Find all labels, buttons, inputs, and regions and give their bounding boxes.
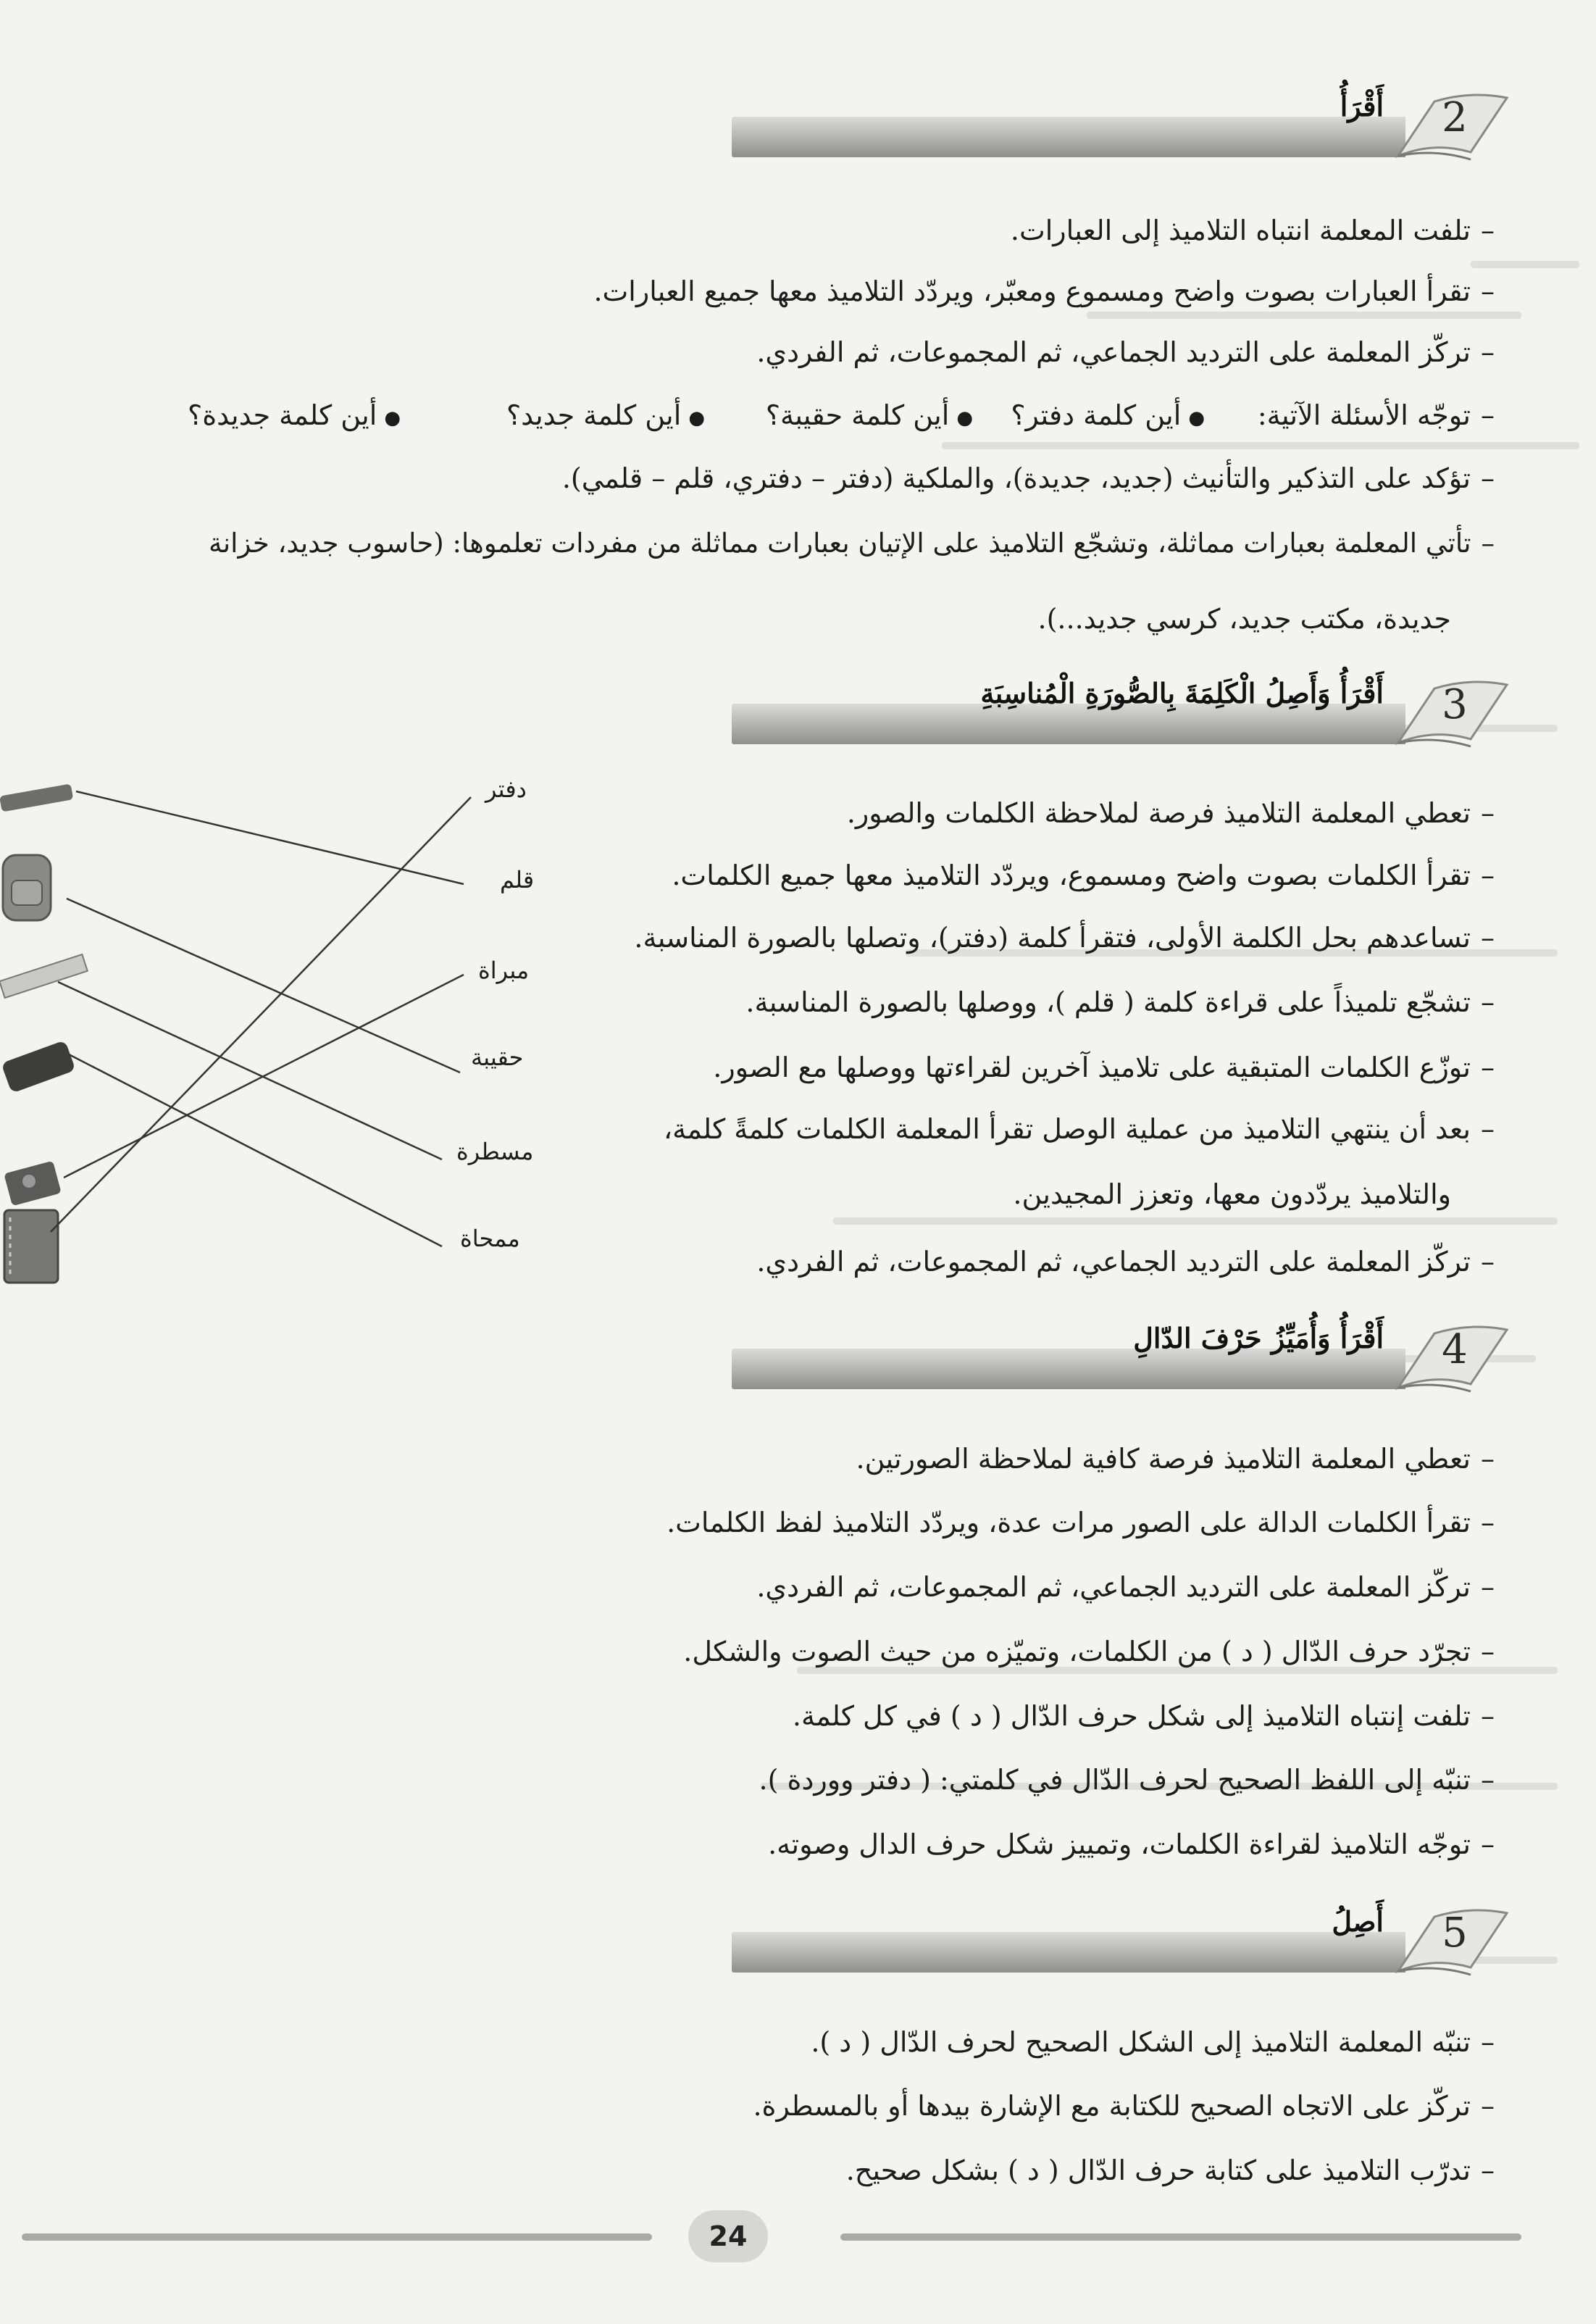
section-title: أَقْرَأُ وَأَصِلُ الْكَلِمَةَ بِالصُّورَةِ الْمُناسِبَةِ [980,677,1384,709]
question-item: ●أين كلمة جديد؟ [506,399,705,431]
notebook-image [4,1210,58,1283]
instruction-line: –تدرّب التلاميذ على كتابة حرف الدّال ( د ) بشكل صحيح. [845,2154,1495,2186]
section-3-header [732,670,1529,750]
section-2-header [732,83,1529,163]
sharpener-image [4,1161,62,1207]
match-word: قلم [500,866,535,894]
instruction-line: –تساعدهم بحل الكلمة الأولى، فتقرأ كلمة (دفتر)، وتصلها بالصورة المناسبة. [634,922,1495,954]
instruction-line: –تشجّع تلميذاً على قراءة كلمة ( قلم )، ووصلها بالصورة المناسبة. [745,986,1495,1018]
instruction-line: –تنبّه إلى اللفظ الصحيح لحرف الدّال في كلمتي: ( دفتر ووردة ). [759,1764,1495,1796]
instruction-line: –تؤكد على التذكير والتأنيث (جديد، جديدة)، والملكية (دفتر – دفتري، قلم – قلمي). [561,462,1495,494]
match-word: ممحاة [460,1225,520,1252]
footer-rule-right [840,2233,1521,2241]
instruction-line: –تقرأ الكلمات بصوت واضح ومسموع، ويردّد التلاميذ معها جميع الكلمات. [672,859,1495,891]
instruction-line: –تقرأ الكلمات الدالة على الصور مرات عدة، ويردّد التلاميذ لفظ الكلمات. [667,1507,1495,1538]
instruction-line: –تعطي المعلمة التلاميذ فرصة كافية لملاحظة الصورتين. [856,1443,1495,1475]
page-number: 24 [688,2210,768,2262]
match-word: مبراة [478,957,530,984]
header-bar [732,1349,1405,1389]
instruction-line-continued: والتلاميذ يردّدون معها، وتعزز المجيدين. [1013,1178,1451,1210]
instruction-line: –تأتي المعلمة بعبارات مماثلة، وتشجّع التلاميذ على الإتيان بعبارات مماثلة من مفردات تعلموها: (حاسوب جديد، خزانة [209,528,1495,559]
instruction-line: –تجرّد حرف الدّال ( د ) من الكلمات، وتميّزه من حيث الصوت والشكل. [683,1636,1495,1667]
instruction-line: –تلفت المعلمة انتباه التلاميذ إلى العبارات. [1010,215,1495,246]
question-item: ●أين كلمة جديدة؟ [188,399,401,431]
section-5-header [732,1899,1529,1978]
instruction-line-continued: جديدة، مكتب جديد، كرسي جديد...). [1037,603,1451,635]
header-bar [732,117,1405,157]
section-number: 3 [1442,681,1468,728]
match-word: حقيبة [471,1044,524,1071]
section-title: أَقْرَأُ [1340,90,1384,122]
pencil-image [0,783,73,812]
instruction-line: –تعطي المعلمة التلاميذ فرصة لملاحظة الكلمات والصور. [846,797,1495,829]
instruction-line: –تقرأ العبارات بصوت واضح ومسموع ومعبّر، ويردّد التلاميذ معها جميع العبارات. [593,275,1495,307]
question-item: ●أين كلمة حقيبة؟ [765,399,973,431]
instruction-line: –توجّه الأسئلة الآتية: [1257,399,1495,431]
ruler-image [0,954,88,998]
section-number: 4 [1442,1326,1468,1373]
match-lines [51,791,471,1246]
question-item: ●أين كلمة دفتر؟ [1011,399,1205,431]
header-bar [732,1932,1405,1973]
match-word: مسطرة [456,1138,534,1165]
section-title: أَقْرَأُ وَأُمَيِّزُ حَرْفَ الدّالِ [1133,1322,1384,1354]
section-number: 5 [1442,1909,1468,1957]
instruction-line: –تركّز المعلمة على الترديد الجماعي، ثم المجموعات، ثم الفردي. [756,1246,1495,1278]
instruction-line: –تنبّه المعلمة التلاميذ إلى الشكل الصحيح لحرف الدّال ( د ). [811,2026,1495,2058]
section-4-header [732,1315,1529,1395]
match-word: دفتر [485,775,527,803]
instruction-line: –توجّه التلاميذ لقراءة الكلمات، وتمييز شكل حرف الدال وصوته. [768,1828,1495,1860]
header-bar [732,704,1405,744]
instruction-line: –تركّز المعلمة على الترديد الجماعي، ثم المجموعات، ثم الفردي. [756,336,1495,368]
section-number: 2 [1442,94,1468,141]
instruction-line: –توزّع الكلمات المتبقية على تلاميذ آخرين لقراءتها ووصلها مع الصور. [713,1051,1495,1083]
section-title: أَصِلُ [1332,1905,1384,1938]
matching-drawing [0,0,551,1304]
instruction-line: –تركّز على الاتجاه الصحيح للكتابة مع الإشارة بيدها أو بالمسطرة. [753,2090,1495,2122]
instruction-line: –تركّز المعلمة على الترديد الجماعي، ثم المجموعات، ثم الفردي. [756,1571,1495,1603]
instruction-line: –بعد أن ينتهي التلاميذ من عملية الوصل تقرأ المعلمة الكلمات كلمةً كلمة، [663,1113,1495,1145]
footer-rule-left [22,2233,652,2241]
eraser-image [1,1040,75,1093]
backpack-image [3,855,51,920]
instruction-line: –تلفت إنتباه التلاميذ إلى شكل حرف الدّال ( د ) في كل كلمة. [792,1700,1495,1732]
